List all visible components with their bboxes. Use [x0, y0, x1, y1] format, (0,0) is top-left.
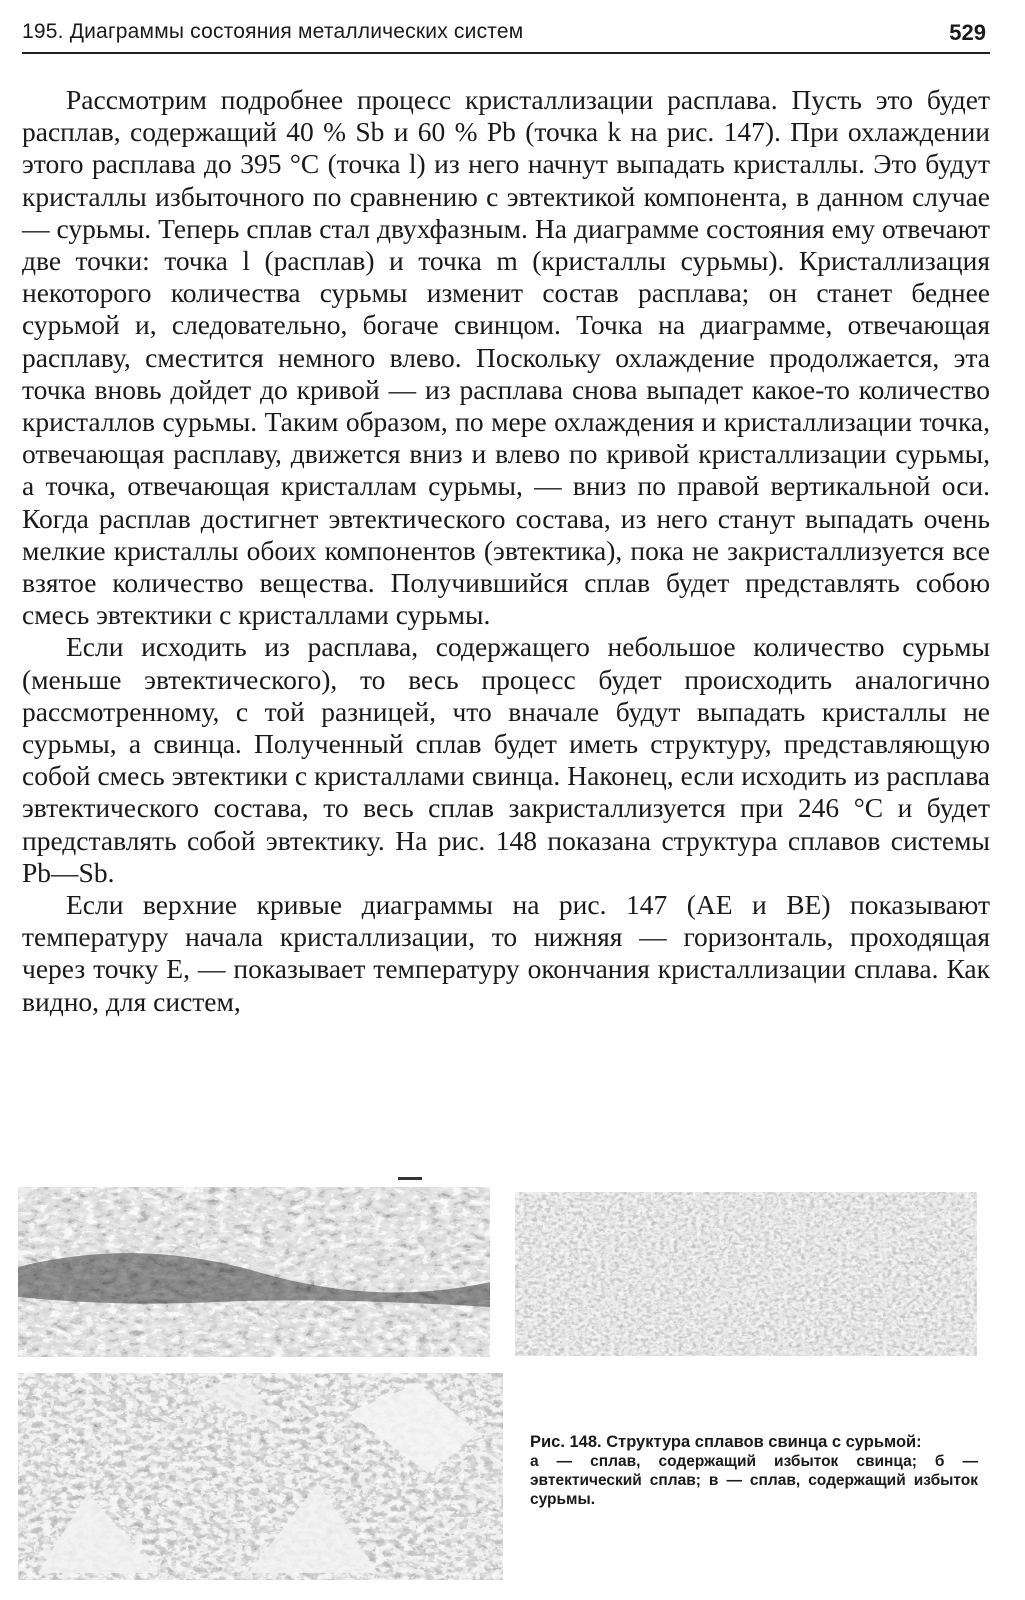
caption-body: а — сплав, содержащий избыток свинца; б — эвтектический сплав; в — сплав, содержащий избыток сурьмы. [530, 1453, 978, 1508]
paragraph-3: Если верхние кривые диаграммы на рис. 147 (AE и BE) показывают температуру начала кристаллизации, то нижняя — горизонталь, проходящая через точку E, — показывает температуру окончания кристаллизации сплава. Как видно, для систем, [22, 889, 990, 1017]
running-header [22, 20, 990, 54]
caption-title: Рис. 148. Структура сплавов свинца с сурьмой: [530, 1433, 922, 1451]
micrograph-a-lead-excess [18, 1187, 490, 1357]
figure-caption [530, 1433, 978, 1509]
print-mark [398, 1177, 422, 1180]
paragraph-2: Если исходить из расплава, содержащего небольшое количество сурьмы (меньше эвтектического), то весь процесс будет происходить аналогично рассмотренному, с той разницей, что вначале будут выпадать кристаллы не сурьмы, а свинца. Полученный сплав будет иметь структуру, представляющую собой смесь эвтектики с кристаллами свинца. Наконец, если исходить из расплава эвтектического состава, то весь сплав закристаллизуется при 246 °С и будет представлять собой эвтектику. На рис. 148 показана структура сплавов системы Pb—Sb. [22, 631, 990, 888]
micrograph-v-antimony-excess [18, 1373, 503, 1580]
paragraph-1: Рассмотрим подробнее процесс кристаллизации расплава. Пусть это будет расплав, содержащий 40 % Sb и 60 % Pb (точка k на рис. 147). При охлаждении этого расплава до 395 °С (точка l) из него начнут выпадать кристаллы. Это будут кристаллы избыточного по сравнению с эвтектикой компонента, в данном случае — сурьмы. Теперь сплав стал двухфазным. На диаграмме состояния ему отвечают две точки: точка l (расплав) и точка m (кристаллы сурьмы). Кристаллизация некоторого количества сурьмы изменит состав расплава; он станет беднее сурьмой и, следовательно, богаче свинцом. Точка на диаграмме, отвечающая расплаву, сместится немного влево. Поскольку охлаждение продолжается, эта точка вновь дойдет до кривой — из расплава снова выпадет какое-то количество кристаллов сурьмы. Таким образом, по мере охлаждения и кристаллизации точка, отвечающая расплаву, движется вниз и влево по кривой кристаллизации сурьмы, а точка, отвечающая кристаллам сурьмы, — вниз по правой вертикальной оси. Когда расплав достигнет эвтектического состава, из него станут выпадать очень мелкие кристаллы обоих компонентов (эвтектика), пока не закристаллизуется все взятое количество вещества. Получившийся сплав будет представлять собою смесь эвтектики с кристаллами сурьмы. [22, 84, 990, 631]
micrograph-b-eutectic [515, 1192, 977, 1356]
body-text [22, 84, 990, 1018]
section-title: 195. Диаграммы состояния металлических систем [22, 20, 524, 43]
page-number: 529 [949, 20, 986, 45]
